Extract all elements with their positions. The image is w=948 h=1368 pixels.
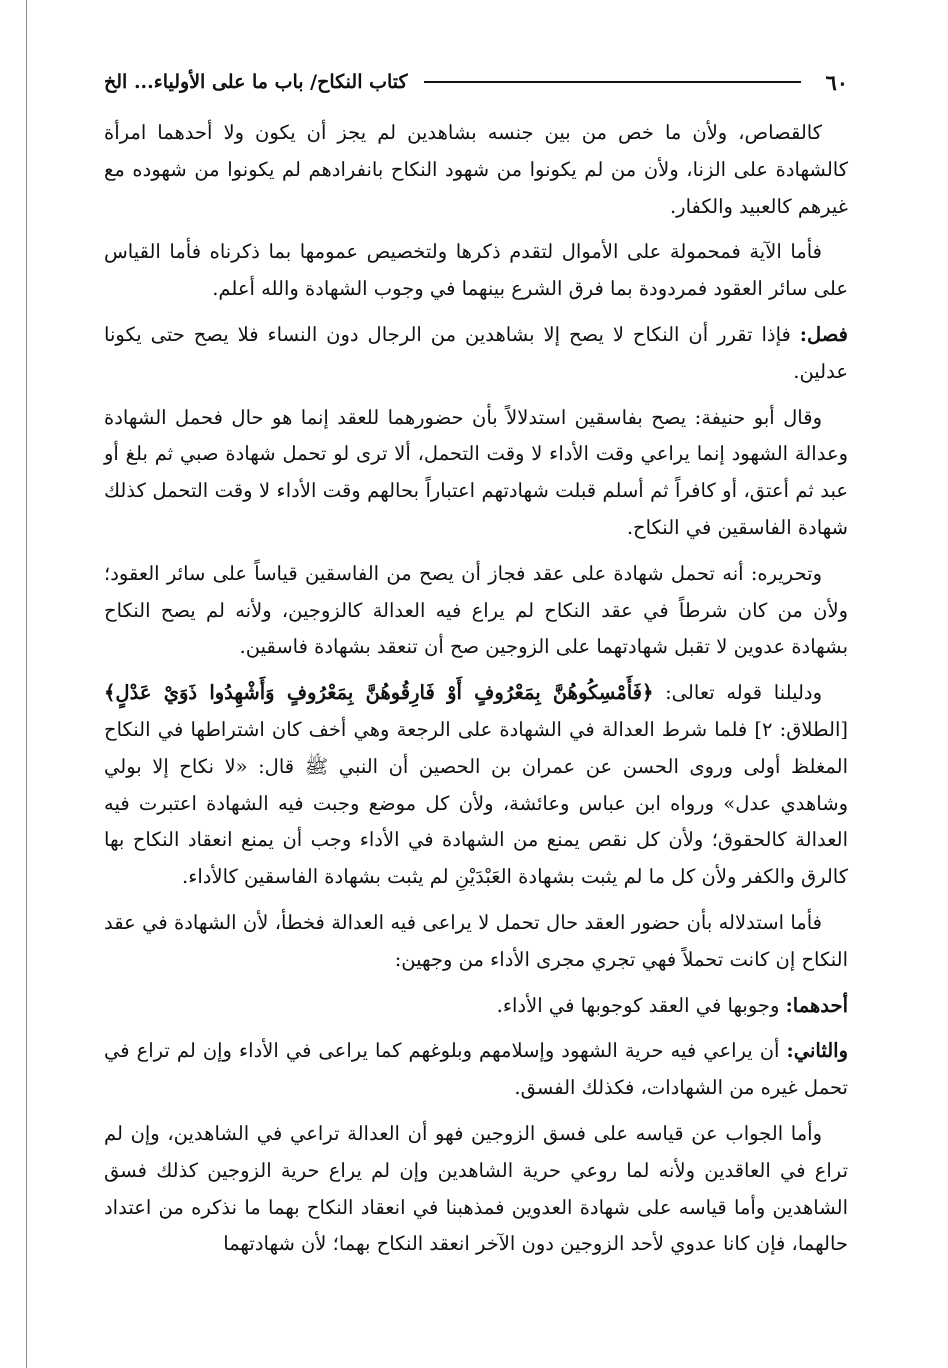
paragraph — [104, 556, 848, 666]
paragraph-text: أن يراعي فيه حرية الشهود وإسلامهم وبلوغهم كما يراعى في الأداء وإن لم تراع في تحمل غيره من الشهادات، فكذلك الفسق. — [104, 1039, 848, 1100]
paragraph — [104, 400, 848, 547]
paragraph-text: فإذا تقرر أن النكاح لا يصح إلا بشاهدين من الرجال دون النساء فلا يصح حتى يكونا عدلين. — [104, 322, 848, 383]
paragraph-text: وقال أبو حنيفة: يصح بفاسقين استدلالاً بأن حضورهما للعقد إنما هو حال فحمل الشهادة وعدالة الشهود إنما يراعي وقت الأداء لا وقت التحمل، ألا ترى لو تحمل شهادة صبي ثم بلغ أو عبد ثم أعتق، أو كافراً ثم أسلم قبلت شهادتهم اعتباراً بحالهم وقت الأداء لا وقت التحمل كذلك شهادة الفاسقين في النكاح. — [104, 405, 848, 539]
paragraph-text: كالقصاص، ولأن ما خص من بين جنسه بشاهدين لم يجز أن يكون ولا أحدهما امرأة كالشهادة على الزنا، ولأن من لم يكونوا من شهود النكاح بانفرادهم لم يكونوا من شهوده مع غيرهم كالعبيد والكفار. — [104, 121, 848, 218]
paragraph-text: فأما الآية فمحمولة على الأموال لتقدم ذكرها ولتخصيص عمومها بما ذكرناه فأما القياس على سائر العقود فمردودة بما فرق الشرع بينهما في وجوب الشهادة والله أعلم. — [104, 240, 848, 301]
paragraph-text: وجوبها في العقد كوجوبها في الأداء. — [496, 993, 786, 1017]
point-label: والثاني: — [786, 1039, 848, 1063]
paragraph-text: وتحريره: أنه تحمل شهادة على عقد فجاز أن يصح من الفاسقين قياساً على سائر العقود؛ ولأن من كان شرطاً في عقد النكاح لم يراع فيه العدالة كالزوجين، ولأنه لم يصح النكاح بشهادة عدوين لا تقبل شهادتهما على الزوجين صح أن تنعقد بشهادة فاسقين. — [104, 561, 848, 659]
paragraph-text: فأما استدلاله بأن حضور العقد حال تحمل لا يراعى فيه العدالة فخطأ، لأن الشهادة في عقد النكاح إن كانت تحملاً فهي تجري مجرى الأداء من وجهين: — [104, 910, 848, 971]
paragraph — [104, 1033, 848, 1107]
paragraph — [104, 234, 848, 308]
point-label: أحدهما: — [785, 993, 848, 1017]
page-number: ٦٠ — [825, 69, 848, 95]
running-title: كتاب النكاح/ باب ما على الأولياء... الخ — [104, 71, 408, 93]
paragraph-text: وأما الجواب عن قياسه على فسق الزوجين فهو أن العدالة تراعي في الشاهدين، وإن لم تراع في العاقدين ولأنه لما روعي حرية الشاهدين وإن لم يراع حرية الزوجين كذلك فسق الشاهدين وأما قياسه على شهادة العدوين فمذهبنا في انعقاد النكاح بهما ما نذكره من اعتداد حالهما، فإن كانا عدوي لأحد الزوجين دون الآخر انعقد النكاح بهما؛ لأن شهادتهما — [104, 1121, 848, 1256]
quran-verse: ﴿فَأَمْسِكُوهُنَّ بِمَعْرُوفٍ أَوْ فَارِقُوهُنَّ بِمَعْرُوفٍ وَأَشْهِدُوا ذَوَيْ عَدْلٍ﴾ — [104, 681, 654, 705]
paragraph — [104, 317, 848, 391]
page-body — [104, 115, 848, 1272]
paragraph — [104, 675, 848, 896]
paragraph — [104, 115, 848, 225]
scan-edge-line — [26, 0, 27, 1368]
paragraph — [104, 988, 848, 1025]
paragraph — [104, 1116, 848, 1263]
paragraph — [104, 905, 848, 979]
section-label: فصل: — [799, 322, 848, 346]
paragraph-lead: ودليلنا قوله تعالى: — [653, 681, 822, 705]
running-header — [104, 62, 848, 102]
header-rule — [424, 81, 802, 83]
paragraph-text: [الطلاق: ٢] فلما شرط العدالة في الشهادة على الرجعة وهي أخف كان اشتراطها في النكاح المغلظ أولى وروى الحسن عن عمران بن الحصين أن النبي ﷺ قال: «لا نكاح إلا بولي وشاهدي عدل» ورواه ابن عباس وعائشة، ولأن كل موضع وجبت فيه الشهادة اعتبرت فيه العدالة كالحقوق؛ ولأن كل نقص يمنع من الشهادة في الأداء وجب أن يمنع انعقاد النكاح بها كالرق والكفر ولأن كل ما لم يثبت بشهادة العَبْدَيْنِ لم يثبت بشهادة الفاسقين كالأداء. — [104, 717, 848, 889]
